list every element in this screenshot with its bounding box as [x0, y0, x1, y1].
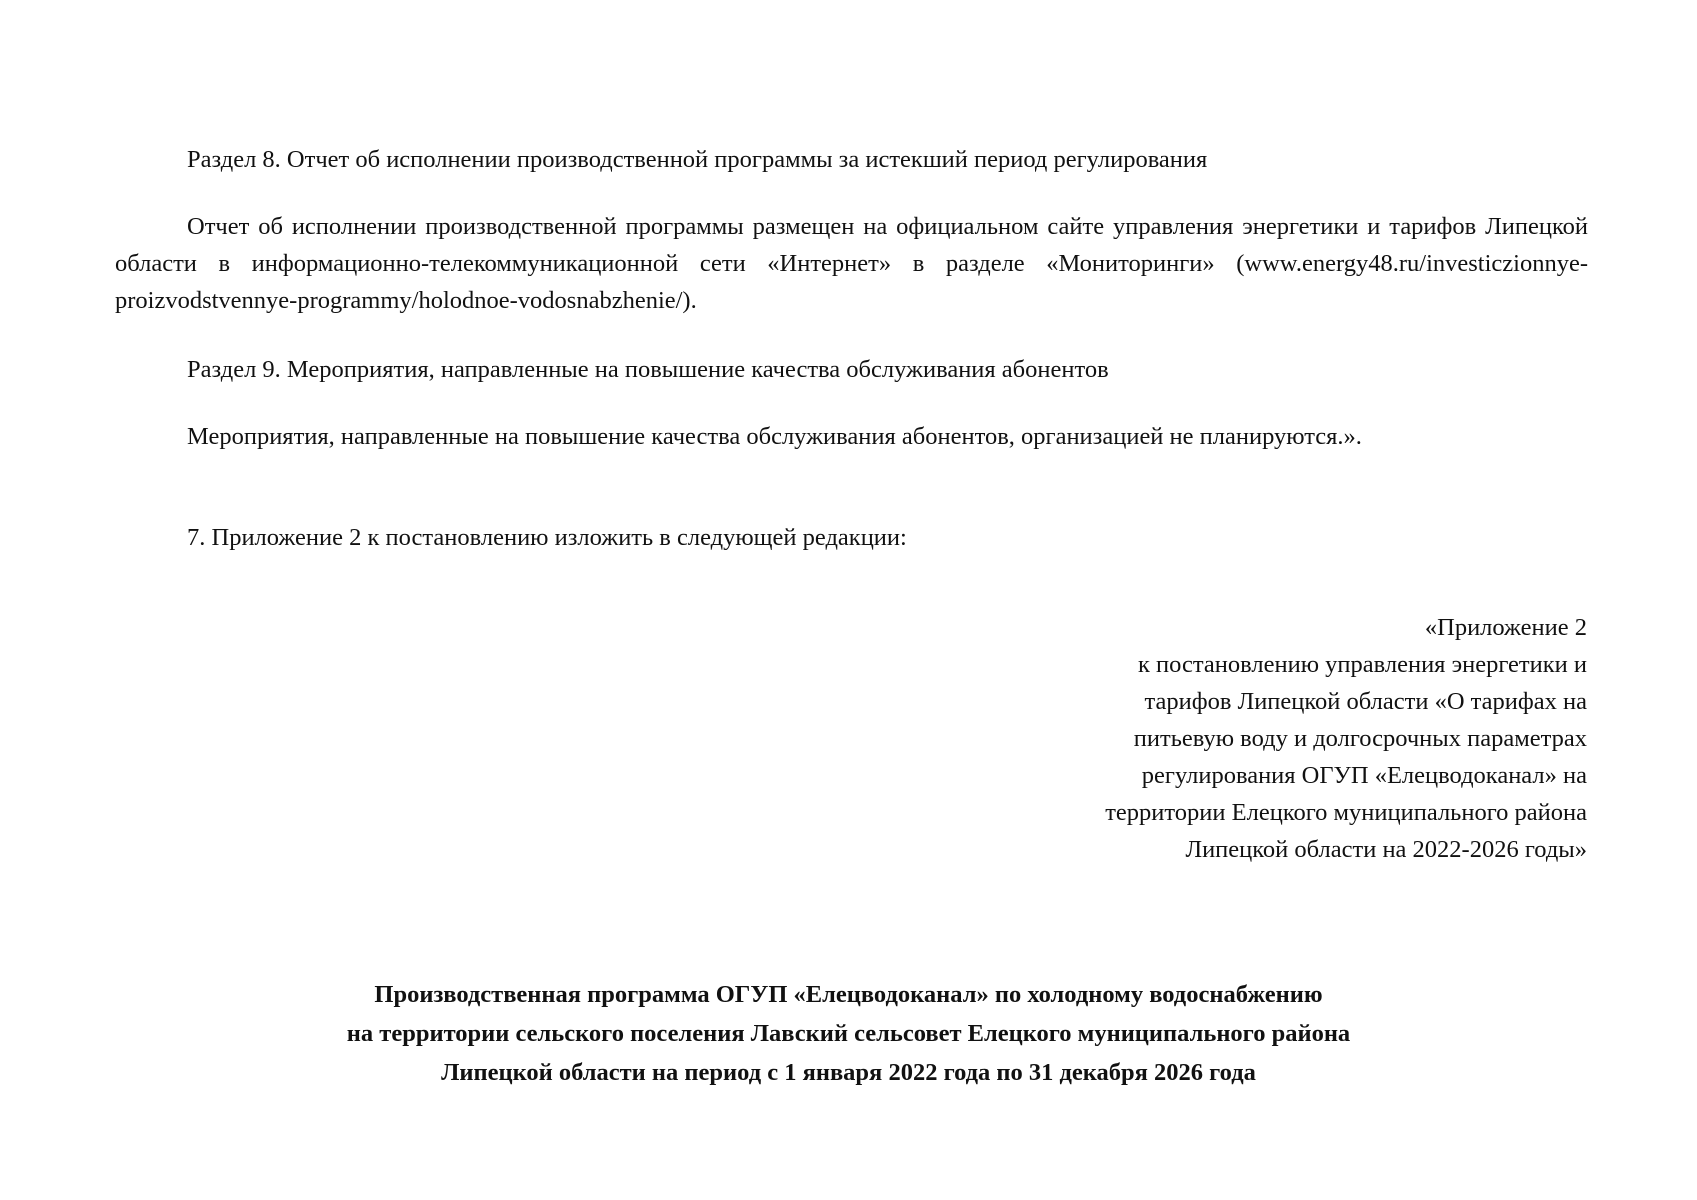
appendix-header-line: к постановлению управления энергетики и: [1138, 651, 1587, 678]
program-title-line: Производственная программа ОГУП «Елецводоканал» по холодному водоснабжению: [374, 981, 1323, 1008]
appendix-header-line: тарифов Липецкой области «О тарифах на: [1144, 688, 1587, 715]
appendix-header-line: Липецкой области на 2022-2026 годы»: [1185, 836, 1587, 863]
item-7-instruction: 7. Приложение 2 к постановлению изложить в следующей редакции:: [187, 524, 907, 551]
program-title: [0, 975, 1697, 1092]
program-title-line: на территории сельского поселения Лавский сельсовет Елецкого муниципального района: [346, 1020, 1351, 1047]
section-9-paragraph: Мероприятия, направленные на повышение качества обслуживания абонентов, организацией не планируются.».: [187, 423, 1362, 450]
section-9-heading: Раздел 9. Мероприятия, направленные на повышение качества обслуживания абонентов: [187, 356, 1109, 383]
section-8-heading: Раздел 8. Отчет об исполнении производственной программы за истекший период регулирования: [187, 146, 1208, 173]
appendix-header-line: питьевую воду и долгосрочных параметрах: [1133, 725, 1587, 752]
program-title-line: Липецкой области на период с 1 января 2022 года по 31 декабря 2026 года: [441, 1059, 1256, 1086]
section-8-paragraph: Отчет об исполнении производственной программы размещен на официальном сайте управления энергетики и тарифов Липецкой области в информационно-телекоммуникационной сети «Интернет» в разделе «Мониторинги» (www.energy48.ru/investiczionnye-proizvodstvennye-programmy/holodnoe-vodosnabzhenie/).: [115, 213, 1588, 314]
appendix-header-line: регулирования ОГУП «Елецводоканал» на: [1141, 762, 1587, 789]
appendix-header-line: «Приложение 2: [1424, 614, 1587, 641]
appendix-header: [967, 609, 1587, 868]
appendix-header-line: территории Елецкого муниципального района: [1105, 799, 1587, 826]
